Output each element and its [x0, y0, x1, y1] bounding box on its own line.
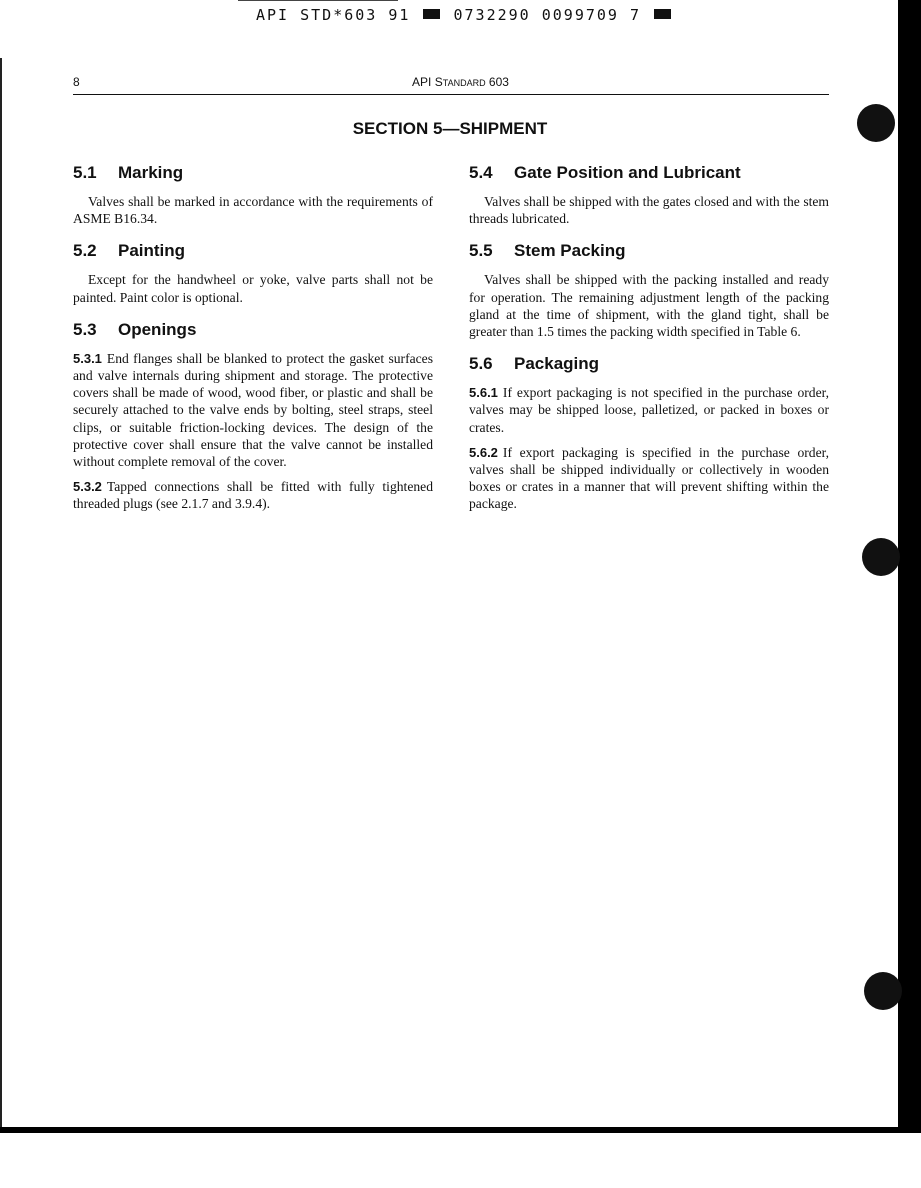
section-title: SECTION 5—SHIPMENT [352, 119, 548, 138]
header-rule [73, 94, 829, 95]
scan-top-line [238, 0, 398, 1]
heading-5-3: 5.3 Openings [73, 319, 197, 339]
heading-5-4: 5.4 Gate Position and Lubricant [469, 163, 741, 182]
page-number: 8 [73, 75, 80, 89]
scan-right-edge [898, 0, 921, 1132]
paragraph-5-3-2: 5.3.2 Tapped connections shall be fitted with fully tightened threaded plugs (see 2.1.7 and 3.9.4). [73, 479, 433, 512]
paragraph-5-1: Valves shall be marked in accordance with the requirements of ASME B16.34. [73, 194, 433, 227]
punch-hole-middle [862, 538, 900, 576]
paragraph-5-4: Valves shall be shipped with the gates closed and with the stem threads lubricated. [469, 194, 829, 227]
scan-block-mark [654, 9, 671, 19]
scan-left-edge [0, 58, 2, 1128]
heading-5-6: 5.6 Packaging [469, 354, 600, 374]
heading-5-1: 5.1 Marking [73, 163, 184, 182]
running-header-title: API STANDARD 603 [412, 75, 509, 89]
left-column [73, 162, 433, 513]
scan-code-header [256, 6, 673, 24]
paragraph-5-6-2: 5.6.2 If export packaging is specified in the purchase order, valves shall be shipped individually or collectively in wooden boxes or crates in a manner that will prevent shifting within the package. [469, 444, 829, 512]
paragraph-5-5: Valves shall be shipped with the packing installed and ready for operation. The remaining adjustment length of the packing gland at the time of shipment, with the gland tight, shall be greater than 1.5 times the packing width specified in Table 6. [469, 272, 829, 340]
heading-5-2: 5.2 Painting [73, 241, 186, 261]
right-column [469, 162, 829, 513]
heading-5-5: 5.5 Stem Packing [469, 241, 626, 261]
scan-code-part1: API STD*603 91 [256, 6, 411, 24]
punch-hole-bottom [864, 972, 902, 1010]
paragraph-5-2: Except for the handwheel or yoke, valve parts shall not be painted. Paint color is optional. [73, 272, 433, 305]
paragraph-5-3-1: 5.3.1 End flanges shall be blanked to protect the gasket surfaces and valve internals during shipment and storage. The protective covers shall be made of wood, wood fiber, or plastic and shall be securely attached to the valve ends by bolting, steel straps, steel clips, or suitable friction-locking devices. The design of the protective cover shall ensure that the valve cannot be installed without complete removal of the cover. [73, 350, 433, 470]
paragraph-5-6-1: 5.6.1 If export packaging is not specified in the purchase order, valves may be shipped loose, palletized, or packed in boxes or crates. [469, 385, 829, 435]
scan-block-mark [423, 9, 440, 19]
scan-code-part2: 0732290 0099709 7 [453, 6, 642, 24]
scan-bottom-edge [0, 1127, 921, 1133]
